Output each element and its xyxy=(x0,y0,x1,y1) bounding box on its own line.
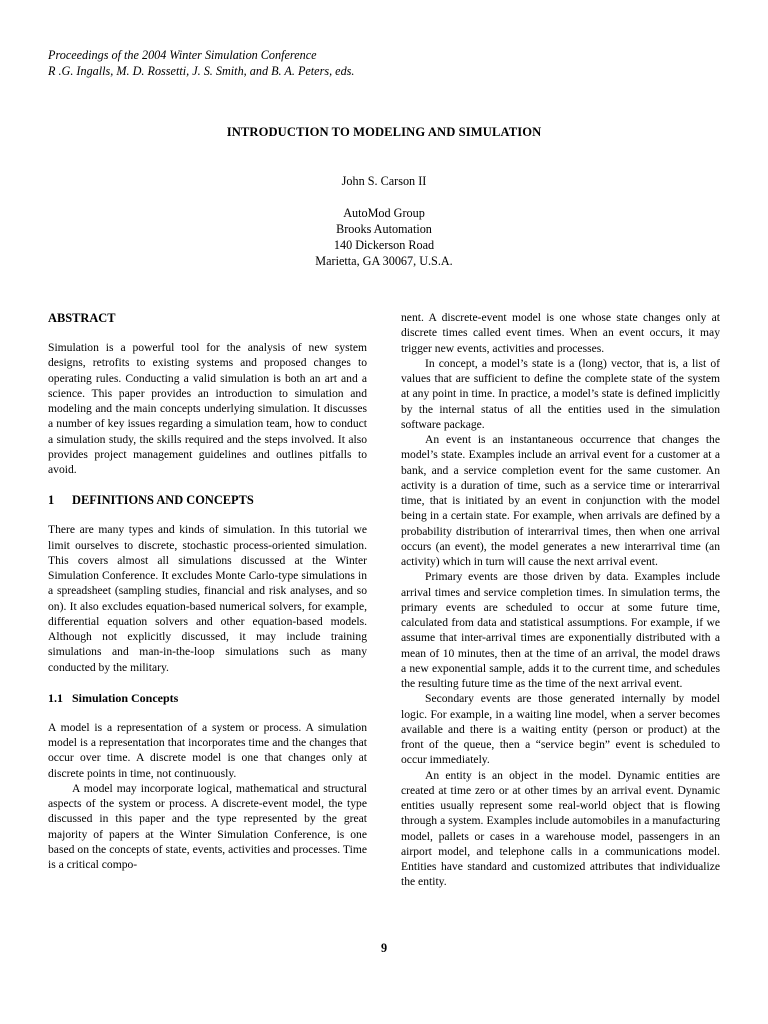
section-1-number: 1 xyxy=(48,493,55,508)
editors-line: R .G. Ingalls, M. D. Rossetti, J. S. Smith, and B. A. Peters, eds. xyxy=(48,64,355,78)
discrete-event-paragraph: A model may incorporate logical, mathematical and structural aspects of the system or process. A discrete-event model, the type discussed in this paper and the type represented by the great majority of papers at the Winter Simulation Conference, is one based on the concepts of state, events, activities and processes. Time is a critical compo- xyxy=(48,781,367,871)
author-org: AutoMod Group xyxy=(343,206,425,220)
abstract-heading: ABSTRACT xyxy=(48,311,116,325)
page-number: 9 xyxy=(380,941,388,955)
left-column xyxy=(48,310,367,872)
right-column xyxy=(401,310,720,890)
section-1-1-number: 1.1 xyxy=(48,690,63,705)
continued-paragraph: nent. A discrete-event model is one whose state changes only at discrete times called event times. When an event occurs, it may trigger new events, activities and processes. xyxy=(401,311,720,355)
state-paragraph: In concept, a model’s state is a (long) vector, that is, a list of values that are sufficient to define the complete state of the system at any point in time. In practice, a model’s state is defined implicitly by the internal status of all the entities used in the simulation software package. xyxy=(401,356,720,431)
primary-events-paragraph: Primary events are those driven by data. Examples include arrival times and service completion times. In simulation terms, the primary events are scheduled to occur at some future time, calculated from data and statistical assumptions. For example, if we assume that inter-arrival times are exponentially distributed with a mean of 10 minutes, then at the time of an arrival, the model draws a new exponential sample, adds it to the current time, and schedules the resulting future time as the time of the next arrival event. xyxy=(401,570,720,690)
entity-paragraph: An entity is an object in the model. Dynamic entities are created at time zero or at other times by an arrival event. Dynamic entities usually represent some real-world object that is flowing through a system. Examples include automobiles in a manufacturing model, pallets or cases in a warehouse model, passengers in an airport model, and telephone calls in a communications model. Entities have standard and customized attributes that individualize the entity. xyxy=(401,768,720,889)
model-definition-paragraph: A model is a representation of a system or process. A simulation model is a representation that incorporates time and the changes that occur over time. A discrete model is one that changes only at discrete points in time, not continuously. xyxy=(48,720,367,780)
section-1-paragraph: There are many types and kinds of simulation. In this tutorial we limit ourselves to discrete, stochastic process-oriented simulation. This covers almost all simulations discussed at the Winter Simulation Conference. It excludes Monte Carlo-type simulations in a spreadsheet (sampling studies, financial and risk analyses, and so on). It also excludes equation-based numerical solvers, for example, differential equation solvers and other equation-based models. Although not explicitly discussed, it may include training simulations and man-in-the-loop simulations such as many conducted by the military. xyxy=(48,523,367,674)
abstract-text: Simulation is a powerful tool for the analysis of new system designs, retrofits to existing systems and proposed changes to operating rules. Conducting a valid simulation is both an art and a science. This paper provides an introduction to simulation and modeling and the main concepts underlying simulation. It discusses a number of key issues regarding a simulation team, how to conduct a simulation study, the skills required and the steps involved. It also provides project management guidelines and outlines pitfalls to avoid. xyxy=(48,341,367,476)
author-block xyxy=(0,173,768,269)
section-1-heading xyxy=(48,492,367,508)
paper-title: INTRODUCTION TO MODELING AND SIMULATION xyxy=(226,125,542,139)
proceedings-line: Proceedings of the 2004 Winter Simulation Conference xyxy=(48,48,317,62)
event-paragraph: An event is an instantaneous occurrence that changes the model’s state. Examples include an arrival event for a customer at a bank, and a service completion event for the same customer. An activity is a duration of time, such as a service time or interarrival time, that is initiated by an event in conjunction with the model being in a certain state. For example, when arrivals are defined by a probability distribution of interarrival times, then when one arrival occurs (an event), the model generates a new interarrival time (an activity) which in turn will cause the next arrival event. xyxy=(401,433,720,568)
author-company: Brooks Automation xyxy=(336,222,432,236)
section-1-1-heading xyxy=(48,690,367,706)
author-street: 140 Dickerson Road xyxy=(333,238,435,252)
secondary-events-paragraph: Secondary events are those generated internally by model logic. For example, in a waiting line model, when a server becomes available and there is a waiting entity (person or product) at the front of the queue, then a “service begin” event is scheduled to occur immediately. xyxy=(401,692,720,767)
author-city: Marietta, GA 30067, U.S.A. xyxy=(315,254,453,268)
section-1-1-title: Simulation Concepts xyxy=(72,690,179,705)
proceedings-header xyxy=(48,47,354,79)
author-name: John S. Carson II xyxy=(341,174,427,188)
section-1-title: DEFINITIONS AND CONCEPTS xyxy=(72,493,254,508)
